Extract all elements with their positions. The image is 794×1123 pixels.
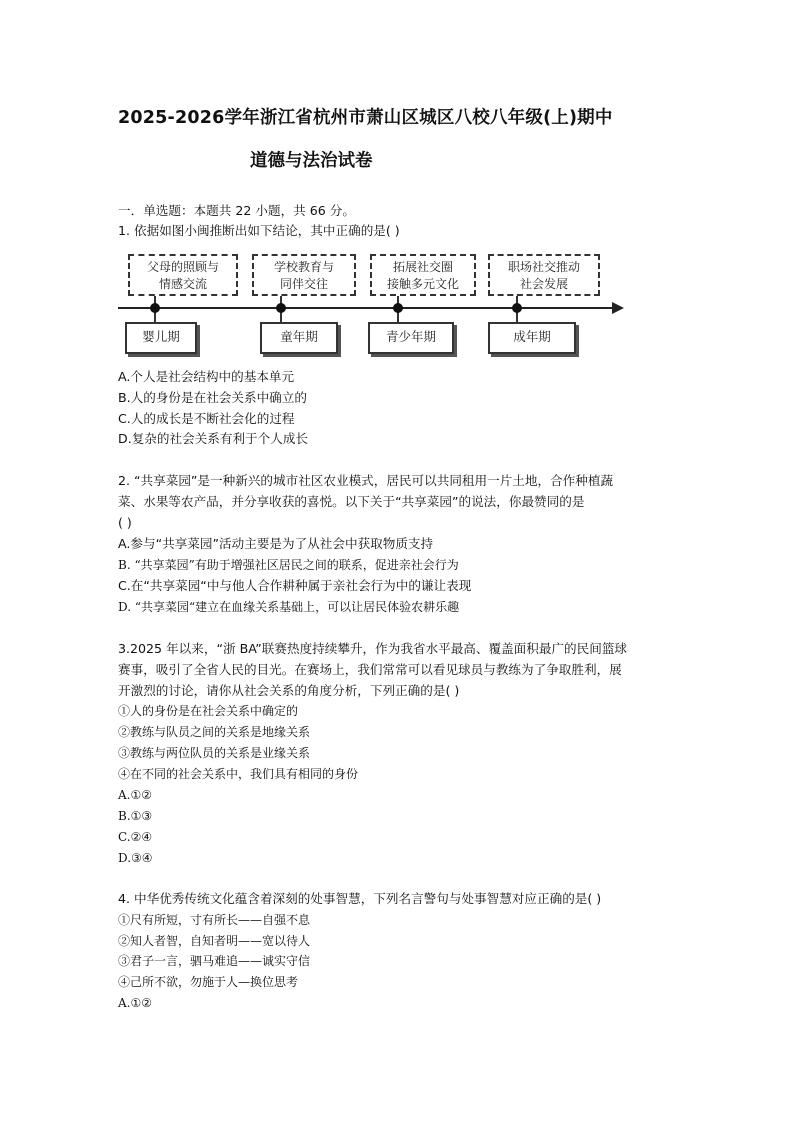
- timeline-dot: [512, 303, 522, 313]
- q2-option-a[interactable]: A.参与“共享菜园”活动主要是为了从社会中获取物质支持: [118, 536, 434, 551]
- q3-stem-line2: 赛事，吸引了全省人民的目光。在赛场上，我们常常可以看见球员与教练为了争取胜利，展: [118, 662, 622, 677]
- q4-option-a[interactable]: A.①②: [118, 996, 152, 1010]
- timeline-event-text: 接触多元文化: [386, 277, 459, 291]
- q2-stem-line1: 2. “共享菜园”是一种新兴的城市社区农业模式，居民可以共同租用一片土地，合作种植蔬: [118, 473, 614, 488]
- timeline-stage-1: 婴儿期: [125, 322, 197, 354]
- q3-stem-line3: 开激烈的讨论，请你从社会关系的角度分析，下列正确的是( ): [118, 683, 460, 698]
- q1-option-a[interactable]: A.个人是社会结构中的基本单元: [118, 369, 295, 384]
- q3-option-a[interactable]: A.①②: [118, 788, 152, 802]
- q3-statement-2: ②教练与队员之间的关系是地缘关系: [118, 725, 311, 739]
- timeline-axis: [118, 307, 614, 309]
- timeline-event-text: 情感交流: [158, 277, 207, 291]
- q4-statement-4: ④己所不欲，勿施于人—换位思考: [118, 975, 299, 989]
- timeline-event-3: [370, 254, 476, 296]
- q1-option-c[interactable]: C.人的成长是不断社会化的过程: [118, 411, 295, 426]
- q2-stem-line3: ( ): [118, 515, 132, 530]
- timeline-event-text: 同伴交往: [279, 277, 328, 291]
- timeline-dot: [393, 303, 403, 313]
- q3-option-d[interactable]: D.③④: [118, 851, 153, 865]
- q2-option-b[interactable]: B. “共享菜园”有助于增强社区居民之间的联系，促进亲社会行为: [118, 558, 459, 572]
- timeline-event-text: 拓展社交圈: [392, 260, 453, 274]
- q4-statement-2: ②知人者智，自知者明——宽以待人: [118, 934, 311, 948]
- q3-option-c[interactable]: C.②④: [118, 830, 153, 844]
- q1-option-b[interactable]: B.人的身份是在社会关系中确立的: [118, 390, 307, 405]
- q3-option-b[interactable]: B.①③: [118, 809, 153, 823]
- q4-statement-3: ③君子一言，驷马难追——诚实守信: [118, 954, 311, 968]
- timeline-event-text: 父母的照顾与: [146, 260, 219, 274]
- q3-statement-1: ①人的身份是在社会关系中确定的: [118, 704, 299, 718]
- q1-timeline-figure: [118, 250, 638, 360]
- q3-statement-3: ③教练与两位队员的关系是业缘关系: [118, 746, 311, 760]
- section-heading: 一．单选题：本题共 22 小题，共 66 分。: [118, 203, 355, 218]
- exam-title-line2: 道德与法治试卷: [250, 151, 373, 171]
- timeline-event-1: [128, 254, 238, 296]
- timeline-dot: [276, 303, 286, 313]
- timeline-dot: [150, 303, 160, 313]
- q2-option-d[interactable]: D. “共享菜园“建立在血缘关系基础上，可以让居民体验农耕乐趣: [118, 600, 460, 614]
- q4-statement-1: ①尺有所短，寸有所长——自强不息: [118, 913, 311, 927]
- q1-option-d[interactable]: D.复杂的社会关系有利于个人成长: [118, 431, 309, 446]
- timeline-stage-4: 成年期: [488, 322, 576, 354]
- timeline-event-text: 职场社交推动: [507, 260, 580, 274]
- timeline-arrow-icon: [612, 302, 624, 314]
- exam-title-line1: 2025-2026学年浙江省杭州市萧山区城区八校八年级(上)期中: [118, 108, 613, 128]
- timeline-event-text: 学校教育与: [273, 260, 334, 274]
- timeline-stage-3: 青少年期: [368, 322, 454, 354]
- q2-stem-line2: 菜、水果等农产品，并分享收获的喜悦。以下关于“共享菜园”的说法，你最赞同的是: [118, 494, 585, 509]
- timeline-event-2: [252, 254, 356, 296]
- q2-option-c[interactable]: C.在“共享菜园“中与他人合作耕种属于亲社会行为中的谦让表现: [118, 578, 472, 593]
- q4-stem: 4. 中华优秀传统文化蕴含着深刻的处事智慧，下列名言警句与处事智慧对应正确的是( ): [118, 891, 602, 906]
- q1-stem: 1. 依据如图小闽推断出如下结论，其中正确的是( ): [118, 223, 400, 238]
- q3-stem-line1: 3.2025 年以来，“浙 BA”联赛热度持续攀升，作为我省水平最高、覆盖面积最广的民间篮球: [118, 641, 628, 656]
- q3-statement-4: ④在不同的社会关系中，我们具有相同的身份: [118, 767, 359, 781]
- timeline-event-text: 社会发展: [519, 277, 568, 291]
- timeline-stage-2: 童年期: [260, 322, 338, 354]
- timeline-event-4: [488, 254, 600, 296]
